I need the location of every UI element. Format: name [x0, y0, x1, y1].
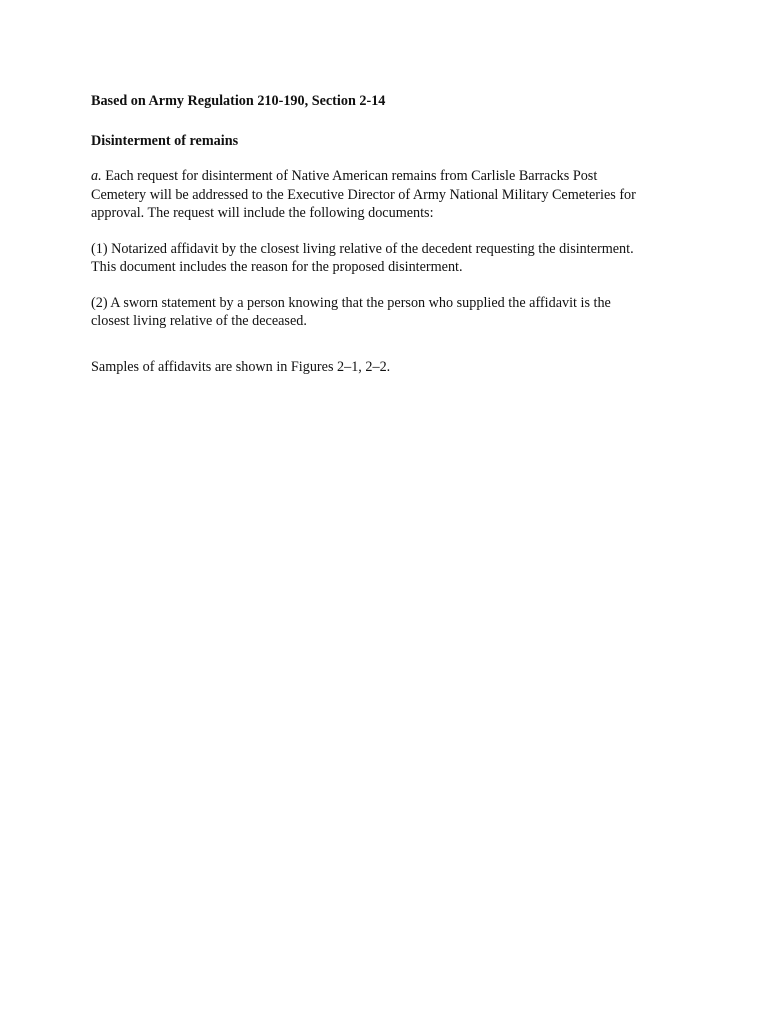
paragraph-a-line-3: approval. The request will include the following documents:: [91, 205, 434, 221]
paragraph-a: [91, 167, 691, 223]
paragraph-a-line-1-text: Each request for disinterment of Native American remains from Carlisle Barracks Post: [101, 168, 598, 184]
list-item-1-line-1: (1) Notarized affidavit by the closest living relative of the decedent requesting the disinterment.: [91, 240, 634, 257]
list-item-2-line-2: closest living relative of the deceased.: [91, 313, 307, 329]
list-item-2-line-1: (2) A sworn statement by a person knowing that the person who supplied the affidavit is the: [91, 294, 611, 311]
samples-note: Samples of affidavits are shown in Figures 2–1, 2–2.: [91, 358, 391, 375]
section-title: Disinterment of remains: [91, 132, 239, 149]
paragraph-a-line-1: [91, 167, 691, 186]
list-item-1: [91, 240, 691, 277]
list-item-1-line-2: This document includes the reason for the proposed disinterment.: [91, 259, 463, 275]
list-item-2: [91, 294, 691, 331]
paragraph-a-lead: a.: [91, 168, 102, 184]
document-page: [91, 92, 691, 393]
source-heading: Based on Army Regulation 210-190, Section 2-14: [91, 93, 386, 109]
paragraph-a-line-2: Cemetery will be addressed to the Executive Director of Army National Military Cemeteries for: [91, 186, 636, 203]
